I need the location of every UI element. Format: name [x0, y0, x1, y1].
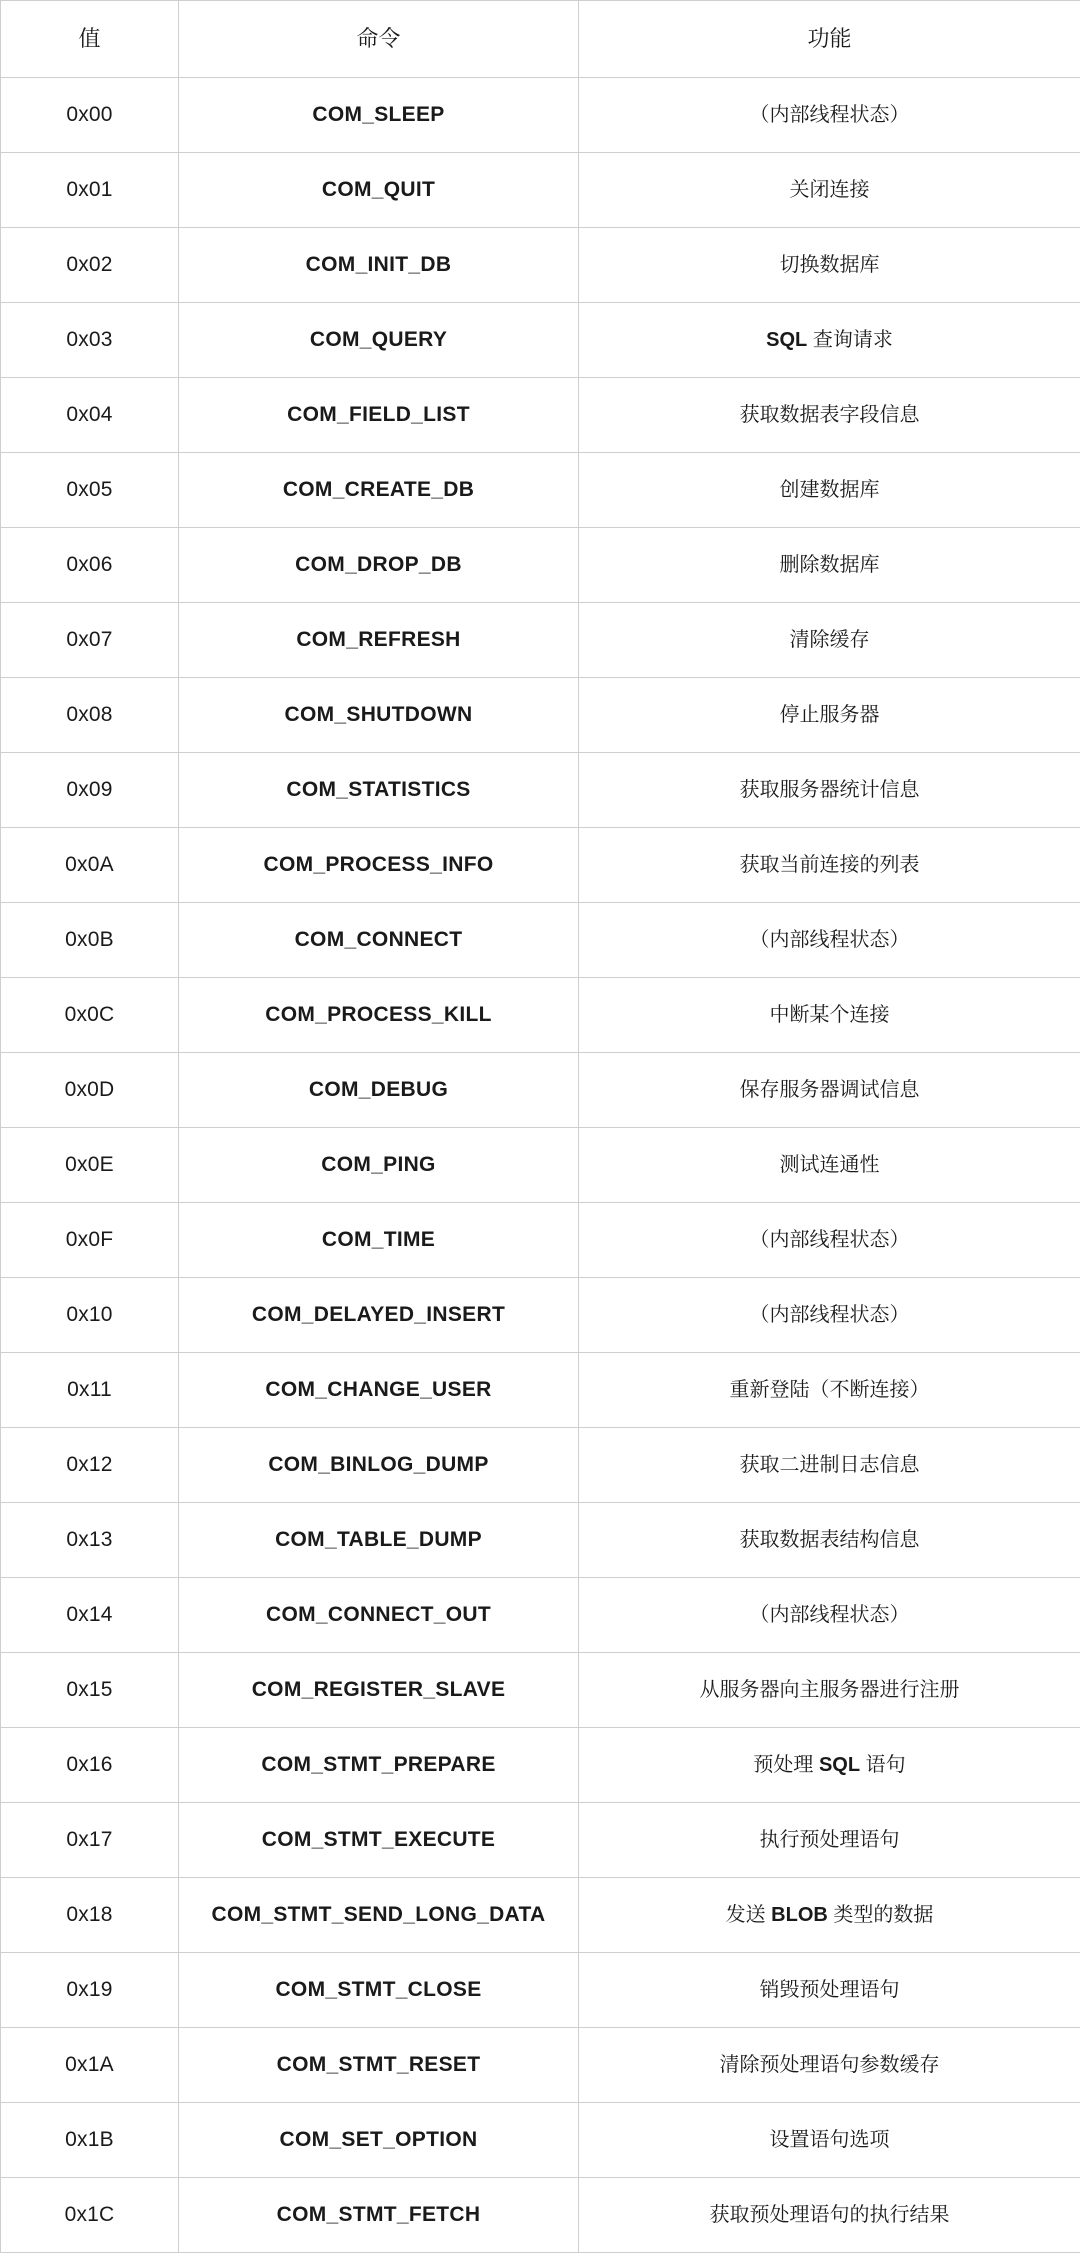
- column-header-function: 功能: [579, 1, 1080, 78]
- table-row: [1, 1428, 1080, 1503]
- cell-function: 清除缓存: [579, 603, 1080, 678]
- cell-command: COM_CONNECT_OUT: [179, 1578, 579, 1653]
- table-row: [1, 453, 1080, 528]
- cell-value: 0x19: [1, 1953, 179, 2028]
- cell-command: COM_DEBUG: [179, 1053, 579, 1128]
- cell-function: （内部线程状态）: [579, 903, 1080, 978]
- cell-value: 0x03: [1, 303, 179, 378]
- cell-command: COM_STATISTICS: [179, 753, 579, 828]
- cell-value: 0x14: [1, 1578, 179, 1653]
- cell-function: 关闭连接: [579, 153, 1080, 228]
- table-row: [1, 1578, 1080, 1653]
- cell-function: 切换数据库: [579, 228, 1080, 303]
- cell-value: 0x0E: [1, 1128, 179, 1203]
- cell-command: COM_PING: [179, 1128, 579, 1203]
- cell-command: COM_INIT_DB: [179, 228, 579, 303]
- cell-function: （内部线程状态）: [579, 1278, 1080, 1353]
- cell-value: 0x0C: [1, 978, 179, 1053]
- table-row: [1, 1353, 1080, 1428]
- cell-command: COM_STMT_PREPARE: [179, 1728, 579, 1803]
- cell-value: 0x16: [1, 1728, 179, 1803]
- table-row: [1, 1128, 1080, 1203]
- table-row: [1, 603, 1080, 678]
- cell-function: 获取当前连接的列表: [579, 828, 1080, 903]
- cell-value: 0x08: [1, 678, 179, 753]
- cell-command: COM_REGISTER_SLAVE: [179, 1653, 579, 1728]
- cell-value: 0x0F: [1, 1203, 179, 1278]
- table-row: [1, 1878, 1080, 1953]
- cell-command: COM_QUIT: [179, 153, 579, 228]
- cell-function: （内部线程状态）: [579, 1203, 1080, 1278]
- cell-value: 0x17: [1, 1803, 179, 1878]
- table-row: [1, 1503, 1080, 1578]
- cell-function: 清除预处理语句参数缓存: [579, 2028, 1080, 2103]
- cell-function: 中断某个连接: [579, 978, 1080, 1053]
- cell-value: 0x1A: [1, 2028, 179, 2103]
- column-header-command: 命令: [179, 1, 579, 78]
- table-body: [1, 78, 1080, 2253]
- cell-value: 0x0D: [1, 1053, 179, 1128]
- cell-command: COM_TABLE_DUMP: [179, 1503, 579, 1578]
- cell-value: 0x18: [1, 1878, 179, 1953]
- table-row: [1, 2178, 1080, 2253]
- cell-command: COM_REFRESH: [179, 603, 579, 678]
- cell-function: 执行预处理语句: [579, 1803, 1080, 1878]
- cell-function: 保存服务器调试信息: [579, 1053, 1080, 1128]
- cell-value: 0x00: [1, 78, 179, 153]
- cell-command: COM_TIME: [179, 1203, 579, 1278]
- table-row: [1, 1053, 1080, 1128]
- column-header-value: 值: [1, 1, 179, 78]
- cell-command: COM_CHANGE_USER: [179, 1353, 579, 1428]
- table-row: [1, 1728, 1080, 1803]
- table-row: [1, 2028, 1080, 2103]
- cell-value: 0x10: [1, 1278, 179, 1353]
- cell-value: 0x09: [1, 753, 179, 828]
- cell-function: 获取服务器统计信息: [579, 753, 1080, 828]
- cell-function: 设置语句选项: [579, 2103, 1080, 2178]
- cell-function: 获取数据表字段信息: [579, 378, 1080, 453]
- cell-value: 0x02: [1, 228, 179, 303]
- cell-value: 0x07: [1, 603, 179, 678]
- cell-command: COM_DELAYED_INSERT: [179, 1278, 579, 1353]
- cell-command: COM_SHUTDOWN: [179, 678, 579, 753]
- cell-function: 删除数据库: [579, 528, 1080, 603]
- cell-command: COM_STMT_FETCH: [179, 2178, 579, 2253]
- cell-command: COM_SET_OPTION: [179, 2103, 579, 2178]
- table-header: [1, 1, 1080, 78]
- cell-function: 获取二进制日志信息: [579, 1428, 1080, 1503]
- table-row: [1, 228, 1080, 303]
- cell-function: SQL 查询请求: [579, 303, 1080, 378]
- cell-function: 预处理 SQL 语句: [579, 1728, 1080, 1803]
- cell-command: COM_PROCESS_INFO: [179, 828, 579, 903]
- table-row: [1, 1803, 1080, 1878]
- cell-value: 0x06: [1, 528, 179, 603]
- cell-function: 创建数据库: [579, 453, 1080, 528]
- cell-value: 0x0B: [1, 903, 179, 978]
- cell-command: COM_SLEEP: [179, 78, 579, 153]
- cell-function: 获取数据表结构信息: [579, 1503, 1080, 1578]
- cell-function: （内部线程状态）: [579, 1578, 1080, 1653]
- cell-value: 0x15: [1, 1653, 179, 1728]
- table-row: [1, 1653, 1080, 1728]
- cell-value: 0x12: [1, 1428, 179, 1503]
- table-row: [1, 753, 1080, 828]
- cell-command: COM_CONNECT: [179, 903, 579, 978]
- table-row: [1, 1953, 1080, 2028]
- table-row: [1, 78, 1080, 153]
- cell-command: COM_STMT_EXECUTE: [179, 1803, 579, 1878]
- cell-value: 0x1B: [1, 2103, 179, 2178]
- cell-value: 0x11: [1, 1353, 179, 1428]
- cell-command: COM_STMT_CLOSE: [179, 1953, 579, 2028]
- table-row: [1, 1278, 1080, 1353]
- table-row: [1, 828, 1080, 903]
- cell-value: 0x04: [1, 378, 179, 453]
- cell-command: COM_PROCESS_KILL: [179, 978, 579, 1053]
- table-row: [1, 378, 1080, 453]
- cell-function: 从服务器向主服务器进行注册: [579, 1653, 1080, 1728]
- cell-value: 0x1C: [1, 2178, 179, 2253]
- table-row: [1, 2103, 1080, 2178]
- table-row: [1, 1203, 1080, 1278]
- table-row: [1, 153, 1080, 228]
- cell-function: 销毁预处理语句: [579, 1953, 1080, 2028]
- cell-command: COM_DROP_DB: [179, 528, 579, 603]
- cell-value: 0x05: [1, 453, 179, 528]
- table-row: [1, 303, 1080, 378]
- cell-value: 0x01: [1, 153, 179, 228]
- cell-function: 发送 BLOB 类型的数据: [579, 1878, 1080, 1953]
- cell-command: COM_FIELD_LIST: [179, 378, 579, 453]
- cell-function: 重新登陆（不断连接）: [579, 1353, 1080, 1428]
- cell-value: 0x0A: [1, 828, 179, 903]
- table-row: [1, 903, 1080, 978]
- cell-function: 获取预处理语句的执行结果: [579, 2178, 1080, 2253]
- table-row: [1, 528, 1080, 603]
- table-row: [1, 678, 1080, 753]
- cell-command: COM_CREATE_DB: [179, 453, 579, 528]
- table-row: [1, 978, 1080, 1053]
- cell-value: 0x13: [1, 1503, 179, 1578]
- cell-command: COM_STMT_RESET: [179, 2028, 579, 2103]
- cell-function: 停止服务器: [579, 678, 1080, 753]
- cell-command: COM_STMT_SEND_LONG_DATA: [179, 1878, 579, 1953]
- cell-function: 测试连通性: [579, 1128, 1080, 1203]
- cell-function: （内部线程状态）: [579, 78, 1080, 153]
- table-header-row: [1, 1, 1080, 78]
- cell-command: COM_BINLOG_DUMP: [179, 1428, 579, 1503]
- cell-command: COM_QUERY: [179, 303, 579, 378]
